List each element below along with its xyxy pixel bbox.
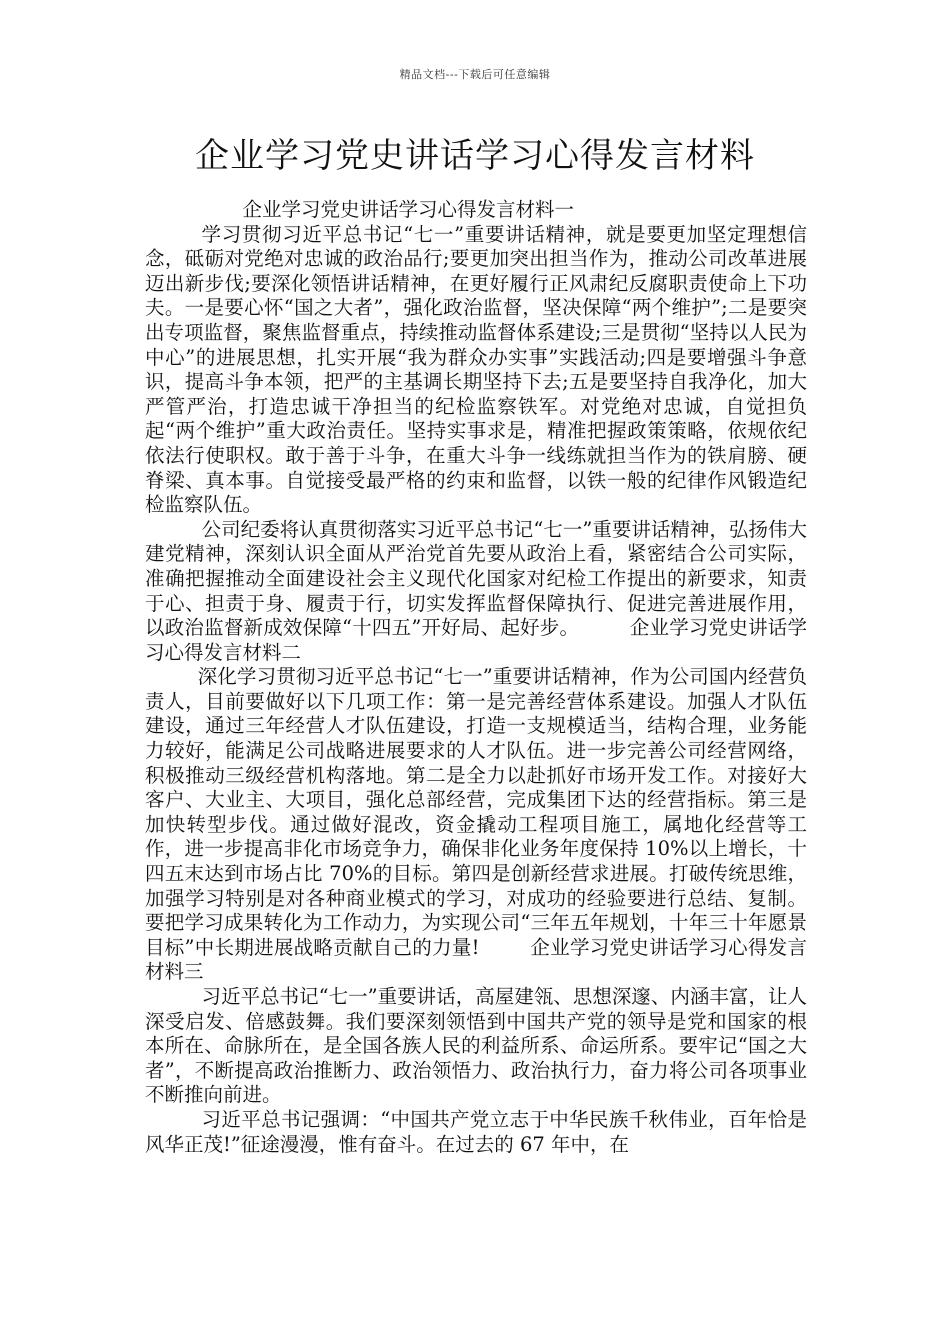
paragraph: 习近平总书记“七一”重要讲话，高屋建瓴、思想深邃、内涵丰富，让人深受启发、倍感鼓舞。我们要深刻领悟到中国共产党的领导是党和国家的根本所在、命脉所在，是全国各族人民的利益所系、命运所系。要牢记“国之大者”，不断提高政治推断力、政治领悟力、政治执行力，奋力将公司各项事业不断推向前进。 — [145, 985, 807, 1107]
paragraph — [145, 518, 807, 666]
section-heading-3: 企业学习党史讲话学习心得发言材料三 — [145, 935, 807, 984]
paragraph: 学习贯彻习近平总书记“七一”重要讲话精神，就是要更加坚定理想信念，砥砺对党绝对忠诚的政治品行;要更加突出担当作为，推动公司改革进展迈出新步伐;要深化领悟讲话精神，在更好履行正风肃纪反腐职责使命上下功夫。一是要心怀“国之大者”，强化政治监督，坚决保障“两个维护”;二是要突出专项监督，聚焦监督重点，持续推动监督体系建设;三是贯彻“坚持以人民为中心”的进展思想，扎实开展“我为群众办实事”实践活动;四是要增强斗争意识，提高斗争本领，把严的主基调长期坚持下去;五是要坚持自我净化，加大严管严治，打造忠诚干净担当的纪检监察铁军。对党绝对忠诚，自觉担负起“两个维护”重大政治责任。坚持实事求是，精准把握政策策略，依规依纪依法行使职权。敢于善于斗争，在重大斗争一线练就担当作为的铁肩膀、硬脊梁、真本事。自觉接受最严格的约束和监督，以铁一般的纪律作风锻造纪检监察队伍。 — [145, 222, 807, 517]
document-body — [145, 198, 807, 1157]
paragraph-text: 深化学习贯彻习近平总书记“七一”重要讲话精神，作为公司国内经营负责人，目前要做好以下几项工作：第一是完善经营体系建设。加强人才队伍建设，通过三年经营人才队伍建设，打造一支规模适当，结构合理，业务能力较好，能满足公司战略进展要求的人才队伍。进一步完善公司经营网络，积极推动三级经营机构落地。第二是全力以赴抓好市场开发工作。对接好大客户、大业主、大项目，强化总部经营，完成集团下达的经营指标。第三是加快转型步伐。通过做好混改，资金撬动工程项目施工，属地化经营等工作，进一步提高非化市场竞争力，确保非化业务年度保持 10%以上增长，十四五末达到市场占比 70%的目标。第四是创新经营求进展。打破传统思维，加强学习特别是对各种商业模式的学习，对成功的经验要进行总结、复制。要把学习成果转化为工作动力，为实现公司“三年五年规划，十年三十年愿景目标”中长期进展战略贡献自己的力量! — [145, 665, 807, 959]
section-heading-2: 企业学习党史讲话学习心得发言材料二 — [145, 616, 807, 664]
paragraph-text: 公司纪委将认真贯彻落实习近平总书记“七一”重要讲话精神，弘扬伟大建党精神，深刻认识全面从严治党首先要从政治上看，紧密结合公司实际，准确把握推动全面建设社会主义现代化国家对纪检工作提出的新要求，知责于心、担责于身、履责于行，切实发挥监督保障执行、促进完善进展作用，以政治监督新成效保障“十四五”开好局、起好步。 — [145, 517, 807, 640]
paragraph — [145, 665, 807, 985]
document-title: 企业学习党史讲话学习心得发言材料 — [195, 136, 755, 176]
paragraph: 习近平总书记强调：“中国共产党立志于中华民族千秋伟业，百年恰是风华正茂!”征途漫漫，惟有奋斗。在过去的 67 年中，在 — [145, 1107, 807, 1156]
section-heading-1: 企业学习党史讲话学习心得发言材料一 — [242, 198, 575, 221]
header-note: 精品文档---下载后可任意编辑 — [399, 68, 551, 81]
